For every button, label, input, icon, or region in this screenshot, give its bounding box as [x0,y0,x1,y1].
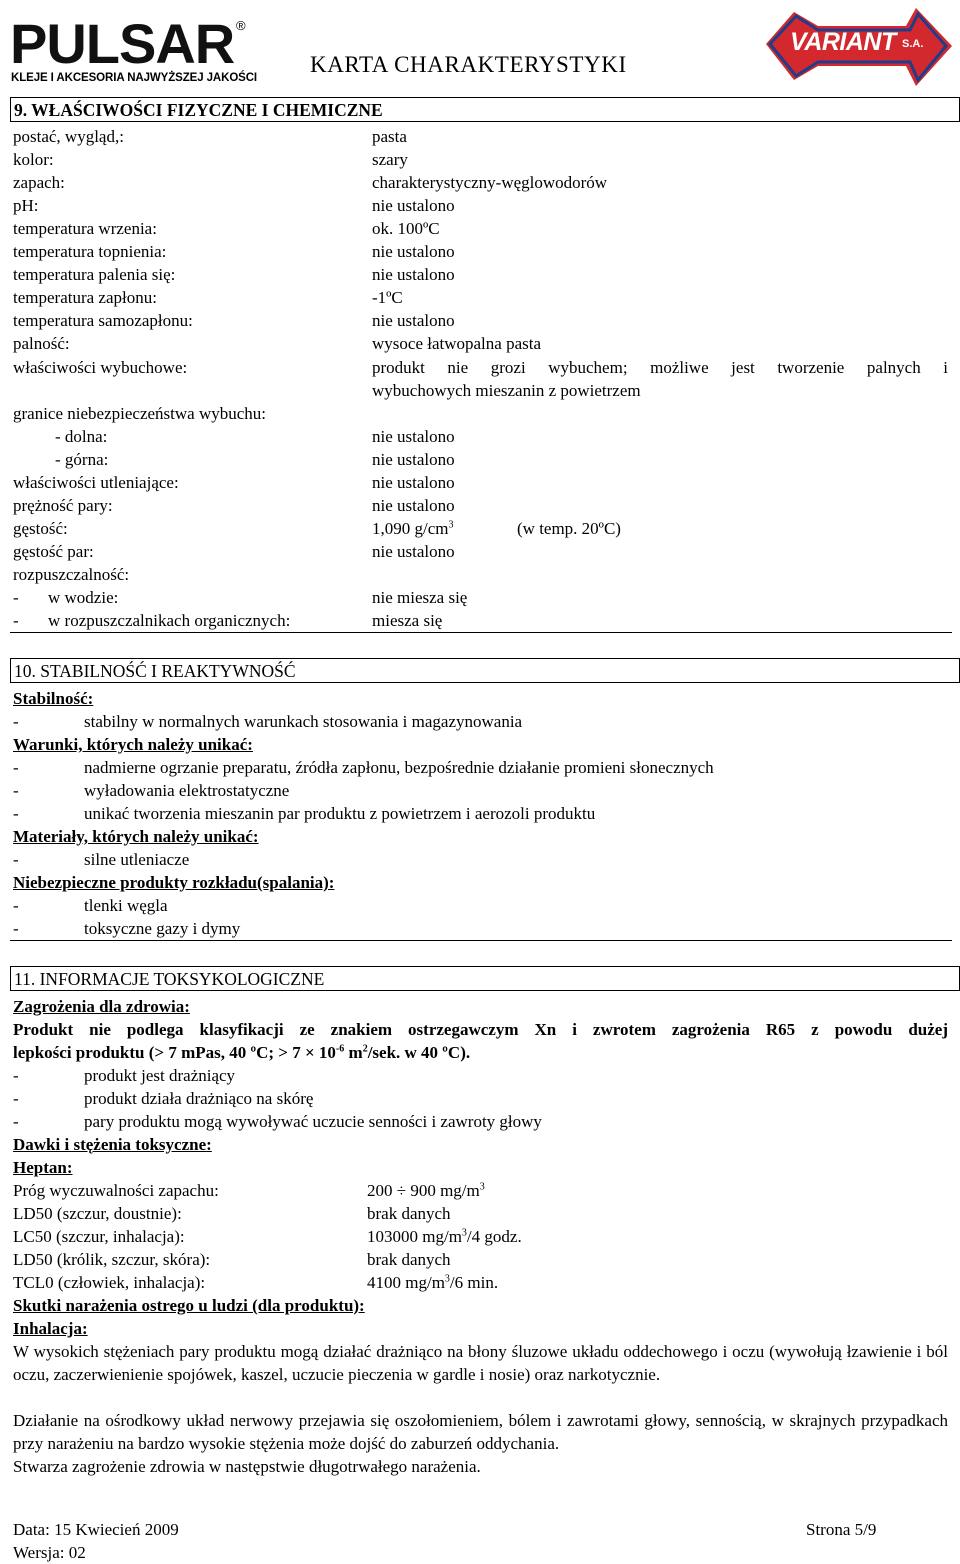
property-label: pH: [13,196,39,215]
density-note: (w temp. 20ºC) [517,519,621,538]
property-label: zapach: [13,173,65,192]
list-dash: - [13,896,19,915]
inhalation-heading: Inhalacja: [13,1319,88,1338]
solubility-water-label: w wodzie: [48,588,119,607]
condition-item: nadmierne ogrzanie preparatu, źródła zapłonu, bezpośrednie działanie promieni słonecznych [84,758,714,777]
footer-page-number: Strona 5/9 [806,1520,877,1539]
hazard-item: pary produktu mogą wywoływać uczucie senności i zawroty głowy [84,1112,542,1131]
density-label: gęstość: [13,519,68,538]
condition-item: unikać tworzenia mieszanin par produktu z powietrzem i aerozoli produktu [84,804,596,823]
toxicity-value [367,1202,451,1225]
section-11-title: 11. INFORMACJE TOKSYKOLOGICZNE [14,969,325,989]
property-label: temperatura wrzenia: [13,219,157,238]
stability-item: stabilny w normalnych warunkach stosowania i magazynowania [84,712,523,731]
hazard-item: produkt jest drażniący [84,1066,236,1085]
pulsar-logo-word: PULSAR [10,12,235,75]
toxicity-value [367,1271,498,1294]
health-hazards-heading: Zagrożenia dla zdrowia: [13,997,190,1016]
list-dash: - [13,1089,19,1108]
section-10-title: 10. STABILNOŚĆ I REAKTYWNOŚĆ [14,661,296,681]
list-dash: - [13,1112,19,1131]
property-value: nie ustalono [372,242,455,261]
section-10-header [10,658,960,683]
property-value: nie ustalono [372,311,455,330]
conditions-to-avoid-heading: Warunki, których należy unikać: [13,735,253,754]
document-title: KARTA CHARAKTERYSTYKI [310,52,627,77]
toxicity-label: LD50 (szczur, doustnie): [13,1204,182,1223]
classification-sup-2: 2 [362,1043,368,1055]
property-value: nie ustalono [372,473,455,492]
list-dash: - [13,712,19,731]
toxicity-value-number: brak danych [367,1250,451,1269]
vapour-density-label: gęstość par: [13,542,94,561]
list-dash: - [13,850,19,869]
toxic-doses-heading: Dawki i stężenia toksyczne: [13,1135,212,1154]
classification-line2 [13,1041,470,1064]
density-value [372,517,454,540]
property-label: - dolna: [55,427,108,446]
list-dash: - [13,804,19,823]
toxicity-value-number: brak danych [367,1204,451,1223]
classification-sup-1: -6 [335,1043,345,1055]
toxicity-label: LC50 (szczur, inhalacja): [13,1227,185,1246]
toxicity-value [367,1225,522,1248]
explosive-value-line1: produkt nie grozi wybuchem; możliwe jest tworzenie palnych i [372,358,948,377]
property-label: palność: [13,334,70,353]
list-dash: - [13,1066,19,1085]
toxicity-label: LD50 (królik, szczur, skóra): [13,1250,211,1269]
property-value: pasta [372,127,407,146]
inhalation-paragraph-3: Stwarza zagrożenie zdrowia w następstwie długotrwałego narażenia. [13,1457,481,1476]
density-sup: 3 [448,519,454,531]
density-number: 1,090 g/cm [372,519,449,538]
toxicity-value-sup: 3 [479,1181,485,1193]
solubility-water-dash: - [13,588,19,607]
variant-logo-word: VARIANT [790,28,896,56]
property-label: temperatura zapłonu: [13,288,157,307]
property-label: postać, wygląd,: [13,127,124,146]
footer-version: Wersja: 02 [13,1543,86,1562]
decomposition-products-heading: Niebezpieczne produkty rozkładu(spalania): [13,873,335,892]
section-10-divider [10,940,952,941]
stability-heading: Stabilność: [13,689,94,708]
property-value: wysoce łatwopalna pasta [372,334,541,353]
toxicity-label: TCL0 (człowiek, inhalacja): [13,1273,206,1292]
explosive-value-line2: wybuchowych mieszanin z powietrzem [372,381,641,400]
pulsar-logo [10,12,258,90]
property-label: temperatura palenia się: [13,265,176,284]
property-value: nie ustalono [372,496,455,515]
vapour-density-value: nie ustalono [372,542,455,561]
property-value: ok. 100ºC [372,219,440,238]
materials-to-avoid-heading: Materiały, których należy unikać: [13,827,259,846]
section-9-header [10,97,960,122]
toxicity-value-sup: 3 [461,1227,467,1239]
toxicity-value-number: 4100 mg/m [367,1273,445,1292]
material-item: silne utleniacze [84,850,190,869]
decomposition-item: tlenki węgla [84,896,168,915]
section-11-header [10,966,960,991]
inhalation-paragraph-1: W wysokich stężeniach pary produktu mogą działać drażniąco na błony śluzowe układu oddechowego i oczu (wywołują łzawienie i ból oczu, zaczerwienienie spojówek, kaszel, uczucie pieczenia w gardle i nosie) oraz narkotycznie. [13,1342,948,1384]
registered-mark: ® [236,18,246,33]
acute-exposure-heading: Skutki narażenia ostrego u ludzi (dla produktu): [13,1296,365,1315]
footer-date: Data: 15 Kwiecień 2009 [13,1520,179,1539]
solubility-organic-label: w rozpuszczalnikach organicznych: [48,611,291,630]
variant-logo-suffix: S.A. [902,38,924,50]
classification-text-b: m [344,1043,363,1062]
classification-line1: Produkt nie podlega klasyfikacji ze znakiem ostrzegawczym Xn i zwrotem zagrożenia R65 z powodu dużej [13,1020,948,1039]
property-value: nie ustalono [372,196,455,215]
explosion-limits-label: granice niebezpieczeństwa wybuchu: [13,404,266,423]
property-value: charakterystyczny-węglowodorów [372,173,608,192]
toxicity-value [367,1179,485,1202]
list-dash: - [13,758,19,777]
toxicity-value-sup: 3 [444,1273,450,1285]
solubility-water-value: nie miesza się [372,588,468,607]
property-label: kolor: [13,150,54,169]
property-label: temperatura topnienia: [13,242,167,261]
classification-text-a: lepkości produktu (> 7 mPas, 40 ºC; > 7 × 10 [13,1043,336,1062]
property-value: -1ºC [372,288,403,307]
property-value: nie ustalono [372,450,455,469]
property-label: właściwości utleniające: [13,473,179,492]
pulsar-tagline: KLEJE I AKCESORIA NAJWYŻSZEJ JAKOŚCI [11,72,258,84]
decomposition-item: toksyczne gazy i dymy [84,919,241,938]
solubility-organic-dash: - [13,611,19,630]
inhalation-paragraph-2: Działanie na ośrodkowy układ nerwowy przejawia się oszołomieniem, bólem i zawrotami głowy, sennością, w skrajnych przypadkach przy narażeniu na bardzo wysokie stężenia może dojść do zaburzeń oddychania. [13,1411,948,1453]
solubility-label: rozpuszczalność: [13,565,130,584]
toxicity-label: Próg wyczuwalności zapachu: [13,1181,219,1200]
property-label: temperatura samozapłonu: [13,311,193,330]
condition-item: wyładowania elektrostatyczne [84,781,290,800]
property-value: nie ustalono [372,265,455,284]
classification-text-c: /sek. w 40 ºC). [367,1043,471,1062]
toxicity-value-tail: /6 min. [449,1273,499,1292]
toxicity-value-number: 200 ÷ 900 mg/m [367,1181,480,1200]
property-value: szary [372,150,408,169]
solubility-organic-value: miesza się [372,611,443,630]
toxicity-value [367,1248,451,1271]
property-label: prężność pary: [13,496,113,515]
toxicity-value-tail: /4 godz. [466,1227,522,1246]
toxicity-value-number: 103000 mg/m [367,1227,462,1246]
list-dash: - [13,919,19,938]
hazard-item: produkt działa drażniąco na skórę [84,1089,314,1108]
section-9-divider [10,632,952,633]
property-label: - górna: [55,450,109,469]
variant-logo [766,4,952,88]
explosive-label: właściwości wybuchowe: [13,358,188,377]
list-dash: - [13,781,19,800]
section-9-title: 9. WŁAŚCIWOŚCI FIZYCZNE I CHEMICZNE [14,100,383,120]
property-value: nie ustalono [372,427,455,446]
heptane-heading: Heptan: [13,1158,73,1177]
